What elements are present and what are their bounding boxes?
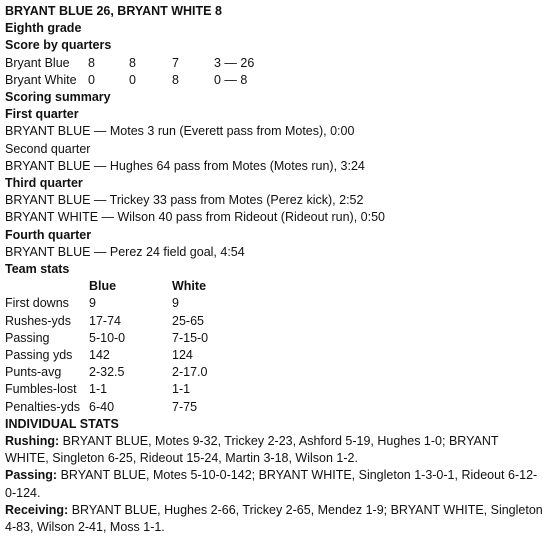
stat-label: Penalties-yds — [5, 399, 81, 414]
scoring-play: BRYANT BLUE — Trickey 33 pass from Motes (Perez kick), 2:52 — [5, 193, 364, 208]
stat-white: 1-1 — [172, 382, 191, 397]
quarter-score: 7 — [172, 55, 179, 70]
fourth-quarter-heading: Fourth quarter — [5, 227, 92, 242]
first-quarter-heading: First quarter — [5, 107, 79, 122]
individual-stats-heading: INDIVIDUAL STATS — [5, 416, 119, 431]
score-by-quarters-heading: Score by quarters — [5, 38, 112, 53]
third-quarter-heading: Third quarter — [5, 176, 83, 191]
stat-white: 2-17.0 — [172, 365, 208, 380]
stat-label: Fumbles-lost — [5, 382, 77, 397]
receiving-stats — [5, 502, 545, 536]
scoring-play: BRYANT WHITE — Wilson 40 pass from Rideout (Rideout run), 0:50 — [5, 210, 385, 225]
quarter-final: 3 — 26 — [214, 55, 255, 70]
team-stats-col-white: White — [172, 279, 207, 294]
stat-blue: 9 — [89, 296, 96, 311]
quarter-score: 0 — [129, 72, 136, 87]
stat-blue: 17-74 — [89, 313, 121, 328]
stat-label: First downs — [5, 296, 69, 311]
quarter-score: 0 — [88, 72, 95, 87]
team-stats-corner — [5, 278, 89, 295]
quarter-final: 0 — 8 — [214, 72, 248, 87]
passing-label: Passing: — [5, 468, 58, 483]
team-stats-table — [5, 278, 545, 416]
scoring-play: BRYANT BLUE — Perez 24 field goal, 4:54 — [5, 244, 245, 259]
second-quarter-heading: Second quarter — [5, 141, 91, 156]
scoring-play: BRYANT BLUE — Hughes 64 pass from Motes (Motes run), 3:24 — [5, 158, 365, 173]
quarter-team: Bryant Blue — [5, 55, 70, 70]
stat-label: Passing yds — [5, 348, 73, 363]
rushing-stats — [5, 433, 545, 467]
stat-blue: 2-32.5 — [89, 365, 125, 380]
team-stats-col-blue: Blue — [89, 279, 117, 294]
stat-label: Punts-avg — [5, 365, 62, 380]
stat-label: Passing — [5, 330, 50, 345]
quarter-score: 8 — [88, 55, 95, 70]
stat-blue: 6-40 — [89, 399, 115, 414]
team-stats-heading: Team stats — [5, 262, 70, 277]
stat-white: 124 — [172, 348, 193, 363]
stat-white: 25-65 — [172, 313, 204, 328]
score-by-quarters-table — [5, 55, 545, 89]
rushing-text: BRYANT BLUE, Motes 9-32, Trickey 2-23, Ashford 5-19, Hughes 1-0; BRYANT WHITE, Singleton 6-25, Rideout 15-24, Martin 3-18, Wilson 1-2. — [5, 434, 499, 466]
passing-text: BRYANT BLUE, Motes 5-10-0-142; BRYANT WHITE, Singleton 1-3-0-1, Rideout 6-12-0-124. — [5, 468, 538, 500]
quarter-score: 8 — [172, 72, 179, 87]
scoring-summary-heading: Scoring summary — [5, 90, 111, 105]
rushing-label: Rushing: — [5, 434, 60, 449]
quarter-score: 8 — [129, 55, 136, 70]
stat-white: 7-75 — [172, 399, 198, 414]
stat-blue: 1-1 — [89, 382, 108, 397]
quarter-team: Bryant White — [5, 72, 77, 87]
stat-blue: 142 — [89, 348, 110, 363]
receiving-label: Receiving: — [5, 502, 69, 517]
scoring-play: BRYANT BLUE — Motes 3 run (Everett pass from Motes), 0:00 — [5, 124, 355, 139]
receiving-text: BRYANT BLUE, Hughes 2-66, Trickey 2-65, Mendez 1-9; BRYANT WHITE, Singleton 4-83, Wilson 2-41, Moss 1-1. — [5, 502, 543, 535]
subhead: Eighth grade — [5, 21, 82, 36]
stat-white: 9 — [172, 296, 179, 311]
stat-blue: 5-10-0 — [89, 330, 126, 345]
stat-label: Rushes-yds — [5, 313, 71, 328]
headline: BRYANT BLUE 26, BRYANT WHITE 8 — [5, 4, 222, 18]
passing-stats — [5, 467, 545, 501]
stat-white: 7-15-0 — [172, 330, 209, 345]
